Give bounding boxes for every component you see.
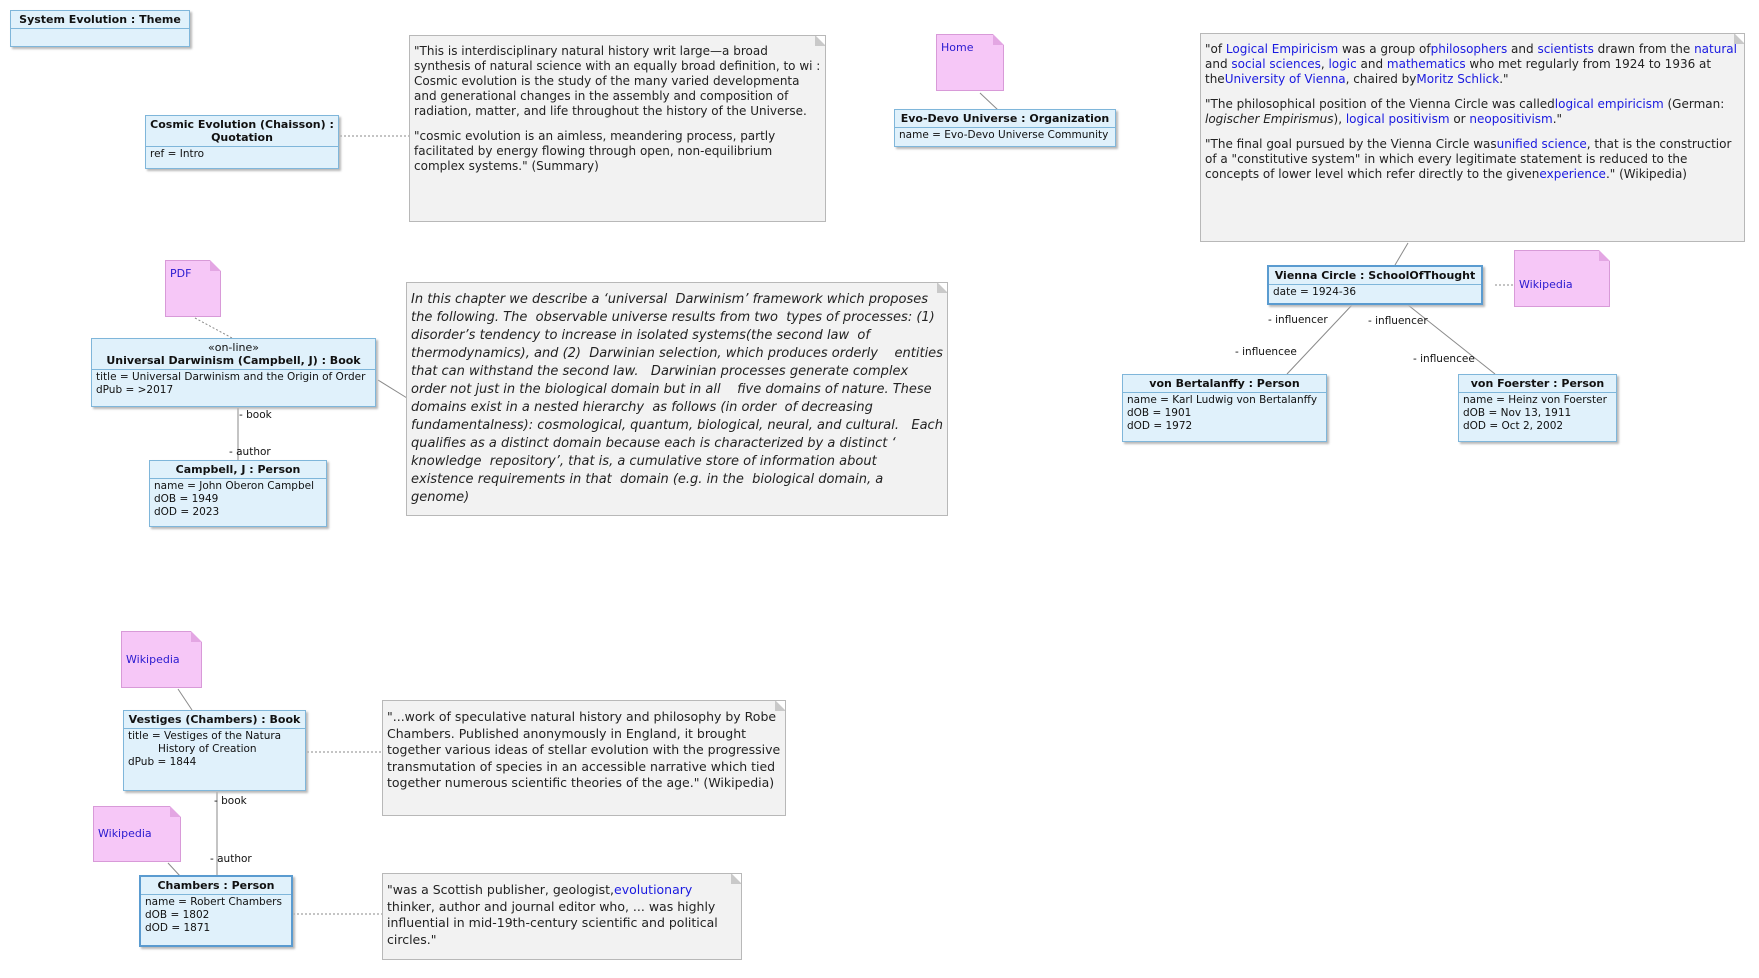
vienna-note-text: "The philosophical position of the Vienna Circle was called — [1205, 97, 1555, 111]
role-influencee-1: - influencee — [1235, 346, 1297, 358]
vienna-note-text: and — [1356, 57, 1387, 71]
vienna-note-link[interactable]: Logical Empiricism — [1225, 42, 1339, 56]
chambers-attr-name: name = Robert Chambers — [145, 896, 282, 908]
vienna-note-text: (German: — [1663, 97, 1729, 111]
chambers-attr-dob: dOB = 1802 — [145, 909, 210, 921]
role-book-2: - book — [214, 795, 247, 807]
cosmic-evolution-attr: ref = Intro — [150, 148, 205, 160]
connector-darwinism-note — [378, 380, 407, 398]
connector-vestigeswiki-vestiges — [178, 689, 192, 710]
bertalanffy-attr-name: name = Karl Ludwig von Bertalanffy — [1127, 394, 1318, 406]
role-book-1: - book — [239, 409, 272, 421]
vienna-note-link[interactable]: Moritz Schlick — [1416, 72, 1500, 86]
vienna-note-text: and — [1507, 42, 1538, 56]
role-author-2: - author — [210, 853, 252, 865]
vestiges-header: Vestiges (Chambers) : Book — [124, 711, 305, 729]
vestiges-attr-title: title = Vestiges of the Natura — [128, 730, 282, 742]
vienna-note-link[interactable]: University of Vienna — [1224, 72, 1346, 86]
chambers-header: Chambers : Person — [141, 877, 291, 895]
cosmic-note-paragraph-1: "This is interdisciplinary natural history writ large—a broad synthesis of natural science with an equally broad definition, to wi : Cosmic evolution is the study of the many varied developmenta and generational changes in the assembly and composition of radiation, matter, and life throughout the history of the Universe. — [414, 44, 825, 118]
chambers-wiki-link[interactable]: Wikipedia — [98, 827, 152, 840]
vestiges-attr-dpub: dPub = 1844 — [128, 756, 197, 768]
role-influencer-1: - influencer — [1268, 314, 1328, 326]
foerster-attr-dob: dOB = Nov 13, 1911 — [1463, 407, 1572, 419]
home-link[interactable]: Home — [941, 41, 974, 54]
role-influencer-2: - influencer — [1368, 315, 1428, 327]
vienna-note-text: , — [1320, 57, 1329, 71]
home-link-note[interactable] — [936, 34, 1004, 91]
chambers-note-text: thinker, author and journal editor who, ... was highly influential in mid-19th-century scientific and political circles." — [387, 882, 722, 947]
theme-header: System Evolution : Theme — [11, 11, 189, 29]
vienna-note-link[interactable]: philosophers — [1430, 42, 1508, 56]
chambers-note-text: "was a Scottish publisher, geologist, — [387, 882, 615, 897]
vienna-note-text: , that is the constructior of a "constitutive system" in which every legitimate statement is reduced to the concepts of lower level which refer directly to the given — [1205, 137, 1736, 181]
vienna-note-text: ." — [1552, 112, 1563, 126]
vienna-note-text: was a group of — [1338, 42, 1431, 56]
vienna-wiki-link[interactable]: Wikipedia — [1519, 278, 1573, 291]
vienna-note-link[interactable]: mathematics — [1386, 57, 1466, 71]
vienna-note-text: and — [1205, 42, 1741, 71]
campbell-attr-name: name = John Oberon Campbel — [154, 480, 315, 492]
vestiges-note[interactable] — [382, 700, 786, 816]
vienna-note-text: or — [1449, 112, 1470, 126]
vienna-note-link[interactable]: logic — [1328, 57, 1357, 71]
cosmic-evolution-object[interactable] — [145, 115, 339, 169]
darwinism-attr-dpub: dPub = >2017 — [96, 384, 174, 396]
vienna-note-link[interactable]: natural — [1694, 42, 1737, 56]
evo-devo-header: Evo-Devo Universe : Organization — [895, 110, 1115, 128]
vienna-note-text: ." — [1499, 72, 1509, 86]
chambers-wiki-link-note[interactable] — [93, 806, 181, 862]
vienna-note-link[interactable]: scientists — [1537, 42, 1594, 56]
vienna-circle-header: Vienna Circle : SchoolOfThought — [1269, 267, 1481, 285]
vienna-note-text: logischer Empirismus — [1205, 112, 1334, 126]
universal-darwinism-header: Universal Darwinism (Campbell, J) : Book — [106, 354, 361, 367]
vienna-note-text: "of — [1205, 42, 1226, 56]
universal-darwinism-note[interactable] — [406, 282, 948, 516]
universal-darwinism-object[interactable] — [91, 338, 376, 407]
cosmic-note-paragraph-2: "cosmic evolution is an aimless, meandering process, partly facilitated by energy flowing through open, non-equilibrium complex systems." (Summary) — [414, 129, 780, 173]
role-influencee-2: - influencee — [1413, 353, 1475, 365]
chambers-note-text — [387, 882, 737, 948]
chambers-note[interactable] — [382, 873, 742, 960]
theme-object[interactable] — [10, 10, 190, 47]
vienna-note-link[interactable]: unified science — [1496, 137, 1587, 151]
campbell-header: Campbell, J : Person — [150, 461, 326, 479]
bertalanffy-attr-dob: dOB = 1901 — [1127, 407, 1192, 419]
connector-home-evodevo — [980, 93, 998, 110]
vienna-note-link[interactable]: experience — [1539, 167, 1606, 181]
vestiges-object[interactable] — [123, 710, 306, 791]
evo-devo-object[interactable] — [894, 109, 1116, 147]
darwinism-attr-title: title = Universal Darwinism and the Origin of Order — [96, 371, 366, 383]
vienna-note-text: "The final goal pursued by the Vienna Circle was — [1205, 137, 1497, 151]
connector-viennanote-vienna — [1395, 243, 1408, 265]
chambers-object[interactable] — [139, 875, 293, 947]
pdf-link[interactable]: PDF — [170, 267, 192, 280]
cosmic-evolution-header: Cosmic Evolution (Chaisson) : Quotation — [146, 116, 338, 147]
foerster-object[interactable] — [1458, 374, 1617, 442]
vestiges-wiki-link-note[interactable] — [121, 631, 202, 688]
campbell-attr-dod: dOD = 2023 — [154, 506, 220, 518]
cosmic-evolution-note[interactable] — [409, 35, 826, 222]
vienna-note-text: ." (Wikipedia) — [1605, 167, 1687, 181]
vienna-wiki-link-note[interactable] — [1514, 250, 1610, 307]
vienna-note-text: ), — [1333, 112, 1346, 126]
vestiges-attr-title-cont: History of Creation — [158, 743, 257, 755]
stereotype-label: «on-line» — [208, 341, 259, 354]
evo-devo-attr: name = Evo-Devo Universe Community — [899, 129, 1109, 141]
vienna-circle-attr: date = 1924-36 — [1273, 286, 1357, 298]
vestiges-note-text: "...work of speculative natural history and philosophy by Robe Chambers. Published anonymously in England, it brought together various ideas of stellar evolution with the progressive transmutation of species in an accessible narrative which tied together numerous scientific theories of the age." (Wikipedia) — [387, 709, 785, 790]
vienna-note-text: who met regularly from 1924 to 1936 at the — [1205, 57, 1715, 86]
pdf-link-note[interactable] — [165, 260, 221, 317]
campbell-object[interactable] — [149, 460, 327, 527]
bertalanffy-header: von Bertalanffy : Person — [1123, 375, 1326, 393]
chambers-note-link[interactable]: evolutionary — [614, 882, 693, 897]
role-author-1: - author — [229, 446, 271, 458]
vestiges-wiki-link[interactable]: Wikipedia — [126, 653, 180, 666]
vienna-note-link[interactable]: logical positivism — [1345, 112, 1450, 126]
vienna-note-paragraph-2 — [1205, 97, 1740, 127]
darwinism-note-text: In this chapter we describe a ‘universal Darwinism’ framework which proposes the following. The observable universe results from two types of processes: (1) disorder’s tendency to increase in isolated systems(the second law of thermodynamics), and (2) Darwinian selection, which produces orderly entities that can withstand the second law. Darwinian processes generate complex order not just in the biological domain but in all five domains of nature. These domains exist in a nested hierarchy as follows (in order of decreasing fundamentalness): cosmological, quantum, biological, neural, and cultural. Each qualifies as a distinct domain because each is characterized by a distinct ‘ knowledge repository’, that is, a cumulative store of information about existence requirements in that domain (e.g. in the biological domain, a genome) — [411, 292, 948, 505]
connector-pdf-darwinism — [195, 318, 232, 338]
vienna-note-link[interactable]: logical empiricism — [1554, 97, 1664, 111]
chambers-attr-dod: dOD = 1871 — [145, 922, 211, 934]
campbell-attr-dob: dOB = 1949 — [154, 493, 219, 505]
vienna-circle-object[interactable] — [1267, 265, 1483, 305]
vienna-note-paragraph-1 — [1205, 42, 1740, 87]
vienna-note-link[interactable]: neopositivism — [1469, 112, 1553, 126]
vienna-note-text: , chaired by — [1345, 72, 1417, 86]
bertalanffy-object[interactable] — [1122, 374, 1327, 442]
vienna-note-link[interactable]: social sciences — [1231, 57, 1321, 71]
vienna-note-paragraph-3 — [1205, 137, 1740, 182]
foerster-attr-dod: dOD = Oct 2, 2002 — [1463, 420, 1564, 432]
vienna-circle-note[interactable] — [1200, 33, 1745, 242]
foerster-attr-name: name = Heinz von Foerster — [1463, 394, 1607, 406]
bertalanffy-attr-dod: dOD = 1972 — [1127, 420, 1193, 432]
foerster-header: von Foerster : Person — [1459, 375, 1616, 393]
vienna-note-text: drawn from the — [1593, 42, 1695, 56]
